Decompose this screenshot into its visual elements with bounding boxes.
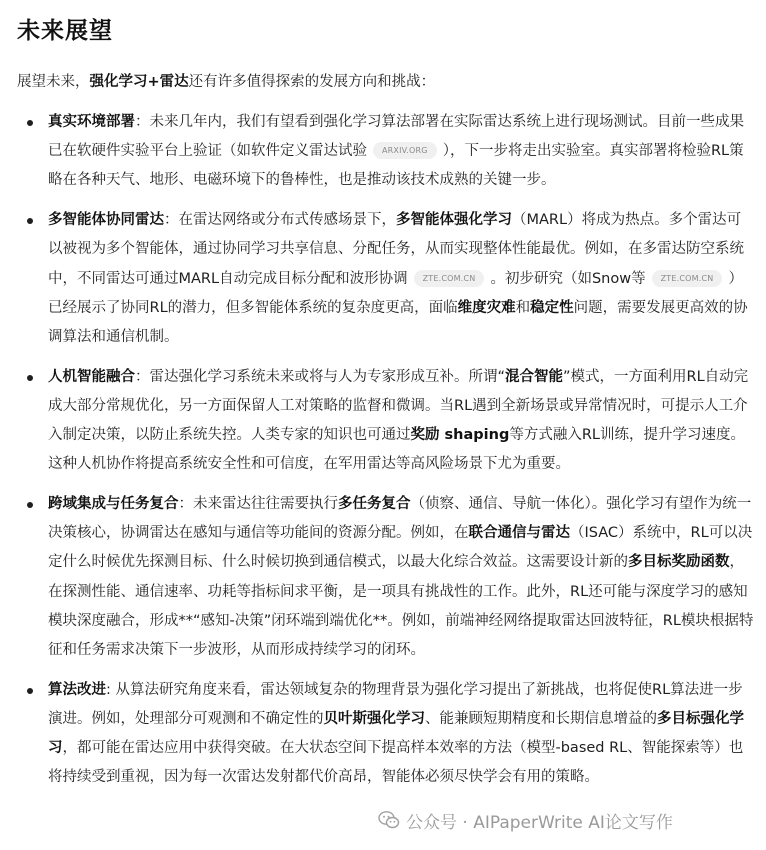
list-item-multi-agent: [0, 206, 766, 352]
item-text: 。初步研究（如Snow等: [490, 270, 646, 287]
item-bold: 稳定性: [530, 299, 574, 316]
item-text: 问题，需要发展更高效的协调算法和通信机制。: [48, 299, 748, 345]
item-text: ：雷达强化学习系统未来或将与人为专家形成互补。所谓“: [135, 368, 506, 385]
item-text: ：在雷达网络或分布式传感场景下，: [164, 212, 396, 229]
item-bold: 多智能体强化学习: [396, 212, 512, 229]
watermark: [378, 807, 673, 833]
item-text: ），下一步将走出实验室。真实部署将检验RL策略在各种天气、地形、电磁环境下的鲁棒性，也是推动该技术成熟的关键一步。: [48, 143, 744, 189]
page-title: 未来展望: [17, 18, 113, 44]
list-item-cross-domain: [0, 490, 766, 665]
item-title: 真实环境部署: [48, 114, 135, 130]
item-text: ，都可能在雷达应用中获得突破。在大状态空间下提高样本效率的方法（模型-based RL、智能探索等）也将持续受到重视，因为每一次雷达发射都代价高昂，智能体必须尽快学会有用的策略。: [48, 740, 744, 786]
item-bold: 奖励 shaping: [410, 427, 510, 444]
item-title: 跨域集成与任务复合: [48, 495, 179, 512]
list-item-algorithms: [0, 676, 766, 793]
item-bold: 贝叶斯强化学习: [323, 710, 425, 727]
outlook-list: [0, 108, 766, 803]
item-text: ：未来雷达往往需要执行: [178, 495, 338, 512]
item-text: ：未来几年内，我们有望看到强化学习算法部署在实际雷达系统上进行现场测试。目前一些成果已在软硬件实验平台上验证（如软件定义雷达试验: [48, 114, 744, 160]
item-title: 多智能体协同雷达: [48, 212, 164, 229]
item-text: 和: [515, 299, 531, 316]
intro-paragraph: [17, 70, 435, 94]
wechat-icon: [378, 810, 400, 830]
list-item-human-ai: [0, 363, 766, 480]
item-bold: 联合通信与雷达: [468, 525, 570, 542]
item-title: 算法改进: [48, 681, 106, 698]
intro-text: 展望未来，: [17, 74, 90, 90]
watermark-text: 公众号 · AIPaperWrite AI论文写作: [406, 812, 673, 833]
item-text: ）已经展示了协同RL的潜力，但多智能体系统的复杂度更高，面临: [48, 270, 743, 316]
item-bold: 多任务复合: [338, 495, 411, 512]
item-text: 等方式融入RL训练，提升学习速度。这种人机协作将提高系统安全性和可信度，在军用雷达等高风险场景下尤为重要。: [48, 427, 745, 473]
item-text: : 从算法研究角度来看，雷达领域复杂的物理背景为强化学习提出了新挑战，也将促使RL算法进一步演进。例如，处理部分可观测和不确定性的: [48, 681, 743, 727]
item-title: 人机智能融合: [48, 368, 135, 385]
item-text: ，在探测性能、通信速率、功耗等指标间求平衡，是一项具有挑战性的工作。此外，RL还可能与深度学习的感知模块深度融合，形成**“感知-决策”闭环端到端优化**。例如，前端神经网络提取雷达回波特征，RL模块根据特征和任务需求决策下一步波形，从而形成持续学习的闭环。: [48, 554, 754, 658]
item-bold: 维度灾难: [457, 299, 516, 316]
item-text: ”模式，一方面利用RL自动完成大部分常规优化，另一方面保留人工对策略的监督和微调。当RL遇到全新场景或异常情况时，可提示人工介入制定决策，以防止系统失控。人类专家的知识也可通过: [48, 368, 749, 444]
intro-bold: 强化学习+雷达: [89, 74, 189, 90]
intro-text-rest: 还有许多值得探索的发展方向和挑战：: [188, 74, 436, 90]
citation-badge[interactable]: ARXIV.ORG: [373, 142, 437, 159]
item-bold: 多目标强化学习: [48, 710, 744, 757]
item-text: （侦察、通信、导航一体化）。强化学习有望作为统一决策核心，协调雷达在感知与通信等功能间的资源分配。例如，在: [48, 495, 752, 542]
citation-badge[interactable]: ZTE.COM.CN: [414, 270, 485, 287]
item-text: （ISAC）系统中，RL可以决定什么时候优先探测目标、什么时候切换到通信模式，以最大化综合效益。这需要设计新的: [48, 525, 753, 571]
item-bold: 多目标奖励函数: [628, 554, 730, 571]
item-text: 、能兼顾短期精度和长期信息增益的: [425, 710, 657, 727]
item-text: （MARL）将成为热点。多个雷达可以被视为多个智能体，通过协同学习共享信息、分配任务，从而实现整体性能最优。例如，在多雷达防空系统中，不同雷达可通过MARL自动完成目标分配和波形协调: [48, 212, 744, 287]
citation-badge[interactable]: ZTE.COM.CN: [652, 270, 723, 287]
list-item-deployment: [0, 108, 766, 196]
item-bold: 混合智能: [505, 368, 564, 385]
